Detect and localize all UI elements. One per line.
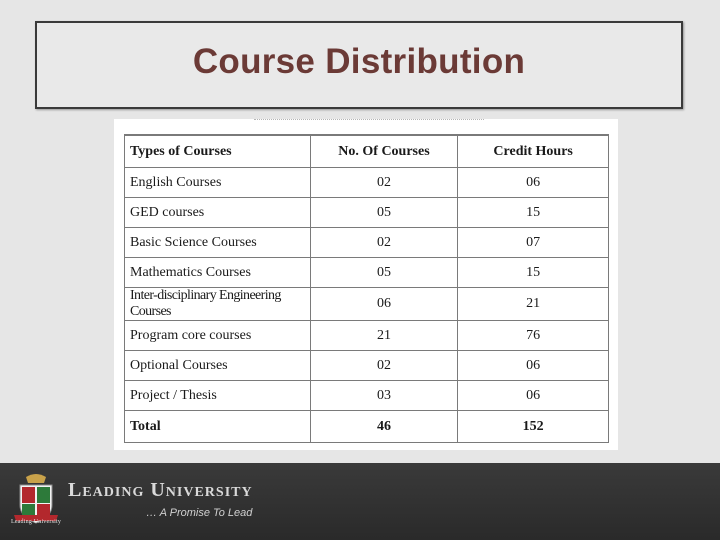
course-type-cell: Optional Courses (125, 351, 311, 381)
course-type-cell: Inter-disciplinary Engineering Courses (125, 288, 311, 321)
course-type-cell: Basic Science Courses (125, 228, 311, 258)
course-type-cell: Mathematics Courses (125, 258, 311, 288)
credit-hours-cell: 15 (458, 258, 609, 288)
table-header-row (125, 135, 609, 168)
table-top-artifact (254, 119, 484, 124)
course-count-cell: 05 (310, 198, 458, 228)
course-count-cell: 06 (310, 288, 458, 321)
course-count-cell: 03 (310, 381, 458, 411)
table-row (125, 198, 609, 228)
course-table-card (114, 119, 618, 450)
header-credit-hours: Credit Hours (458, 135, 609, 168)
course-count-cell: 02 (310, 168, 458, 198)
table-row (125, 381, 609, 411)
course-count-cell: 02 (310, 351, 458, 381)
total-credit-hours-cell: 152 (458, 411, 609, 443)
table-row (125, 351, 609, 381)
table-row (125, 168, 609, 198)
course-distribution-table (124, 134, 609, 443)
credit-hours-cell: 76 (458, 321, 609, 351)
table-row (125, 288, 609, 321)
page-title: Course Distribution (192, 42, 526, 81)
credit-hours-cell: 06 (458, 168, 609, 198)
credit-hours-cell: 06 (458, 351, 609, 381)
course-type-cell: English Courses (125, 168, 311, 198)
total-label-cell: Total (125, 411, 311, 443)
course-count-cell: 21 (310, 321, 458, 351)
table-row (125, 228, 609, 258)
course-type-cell: GED courses (125, 198, 311, 228)
crest-caption: Leading University (10, 519, 62, 525)
header-types-of-courses: Types of Courses (125, 135, 311, 168)
credit-hours-cell: 07 (458, 228, 609, 258)
credit-hours-cell: 21 (458, 288, 609, 321)
university-brand-name: Leading University (68, 479, 253, 501)
course-count-cell: 05 (310, 258, 458, 288)
header-no-of-courses: No. Of Courses (310, 135, 458, 168)
table-total-row (125, 411, 609, 443)
course-count-cell: 02 (310, 228, 458, 258)
total-courses-cell: 46 (310, 411, 458, 443)
credit-hours-cell: 15 (458, 198, 609, 228)
title-box (35, 21, 683, 109)
table-row (125, 321, 609, 351)
university-tagline: … A Promise To Lead (146, 507, 253, 519)
credit-hours-cell: 06 (458, 381, 609, 411)
course-type-cell: Program core courses (125, 321, 311, 351)
footer-bar (0, 463, 720, 540)
course-type-cell: Project / Thesis (125, 381, 311, 411)
table-row (125, 258, 609, 288)
